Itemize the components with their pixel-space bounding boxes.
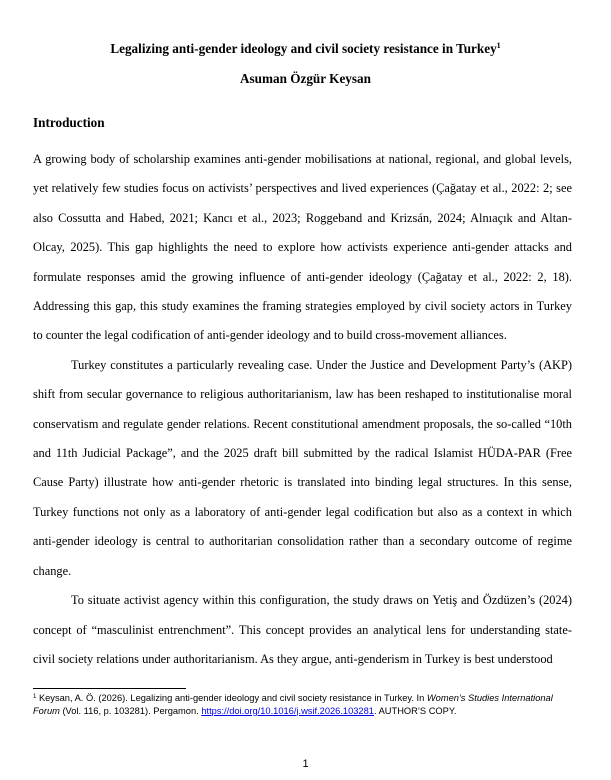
footnote-citation-end: . AUTHOR’S COPY. <box>373 705 457 716</box>
footnote <box>33 692 572 717</box>
footnote-separator <box>33 688 186 689</box>
page-number: 1 <box>302 758 309 770</box>
paper-title <box>0 41 611 57</box>
paper-title-text: Legalizing anti-gender ideology and civil society resistance in Turkey <box>110 41 497 56</box>
footnote-journal: Women’s Studies International Forum <box>33 693 553 716</box>
paragraph-2: Turkey constitutes a particularly revealing case. Under the Justice and Development Party’s (AKP) shift from secular governance to religious authoritarianism, law has been reshaped to institutionalise moral conservatism and regulate gender relations. Recent constitutional amendment proposals, the so-called “10th and 11th Judicial Package”, and the 2025 draft bill submitted by the radical Islamist HÜDA-PAR (Free Cause Party) illustrate how anti-gender rhetoric is translated into binding legal structures. In this sense, Turkey functions not only as a laboratory of anti-gender legal codification but also as a context in which anti-gender ideology is central to authoritarian consolidation rather than a secondary outcome of regime change. <box>33 357 572 578</box>
author-name: Asuman Özgür Keysan <box>240 71 371 86</box>
footnote-citation-start: Keysan, A. Ö. (2026). Legalizing anti-gender ideology and civil society resistance in Turkey. In <box>38 693 427 703</box>
footnote-marker: 1 <box>33 694 37 700</box>
title-footnote-marker[interactable]: 1 <box>496 41 501 50</box>
section-heading: Introduction <box>33 115 105 130</box>
paragraph-1: A growing body of scholarship examines anti-gender mobilisations at national, regional, and global levels, yet relatively few studies focus on activists’ perspectives and lived experiences (Çağatay et al., 2022: 2; see also Cossutta and Habed, 2021; Kancı et al., 2023; Roggeband and Krizsán, 2024; Alnıaçık and Altan-Olcay, 2025). This gap highlights the need to explore how activists experience anti-gender attacks and formulate responses amid the growing influence of anti-gender ideology (Çağatay et al., 2022: 2, 18). Addressing this gap, this study examines the framing strategies employed by civil society actors in Turkey to counter the legal codification of anti-gender ideology and to build cross-movement alliances. <box>33 152 572 343</box>
footnote-citation-middle: (Vol. 116, p. 103281). Pergamon. <box>59 705 202 716</box>
paragraph-3: To situate activist agency within this configuration, the study draws on Yetiş and Özdüzen’s (2024) concept of “masculinist entrenchment”. This concept provides an analytical lens for understanding state-civil society relations under authoritarianism. As they argue, anti-genderism in Turkey is best understood <box>33 593 572 666</box>
section-body <box>33 145 572 674</box>
doi-link[interactable]: https://doi.org/10.1016/j.wsif.2026.103281 <box>201 705 374 716</box>
